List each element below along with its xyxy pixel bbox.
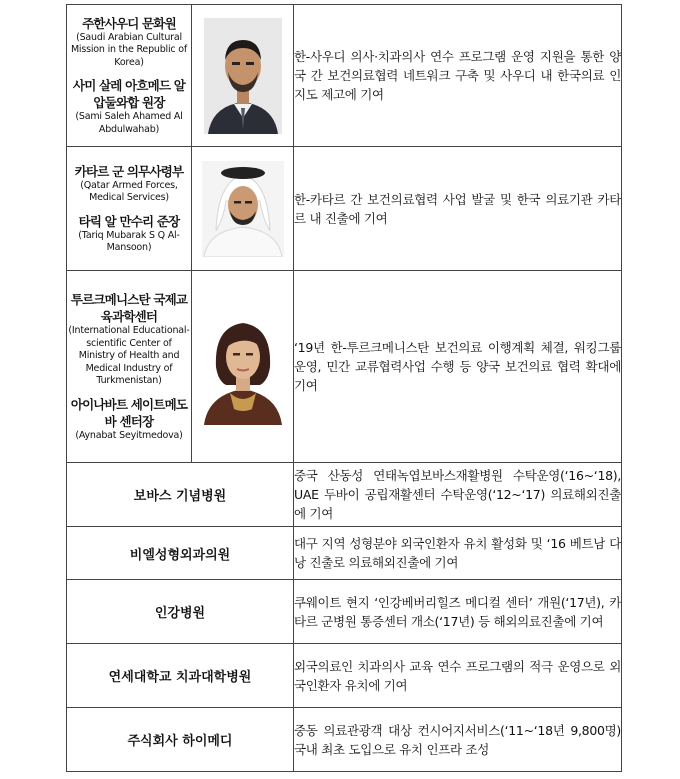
awardees-table (66, 4, 622, 772)
organization-name-en: (International Educational-scientific Center of Ministry of Health and Medical Industry of Turkmenistan) (68, 325, 190, 386)
portrait-woman-icon (200, 309, 286, 425)
person-name-ko: 사미 살레 아흐메드 알 압둘와합 원장 (72, 78, 186, 111)
table-row (67, 644, 622, 708)
organization-name-ko: 투르크메니스탄 국제교육과학센터 (70, 292, 188, 324)
contribution-description: 쿠웨이트 현지 ‘인강베버리힐즈 메디컬 센터’ 개원(‘17년), 카타르 군병원 통증센터 개소(‘17년) 등 해외의료진출에 기여 (294, 580, 622, 644)
contribution-description: 한-카타르 간 보건의료협력 사업 발굴 및 한국 의료기관 카타르 내 진출에 기여 (294, 147, 622, 271)
organization-name-ko: 카타르 군 의무사령부 (74, 163, 184, 179)
organization-name: 주식회사 하이메디 (67, 708, 294, 772)
table-row (67, 580, 622, 644)
portrait-man-suit-icon (204, 18, 282, 134)
person-name-en: (Tariq Mubarak S Q Al-Mansoon) (78, 229, 180, 253)
organization-name-en: (Saudi Arabian Cultural Mission in the Republic of Korea) (70, 31, 188, 68)
awardee-name-cell (67, 147, 192, 271)
photo-cell (192, 271, 294, 463)
contribution-description: 대구 지역 성형분야 외국인환자 유치 활성화 및 ‘16 베트남 다낭 진출로 의료해외진출에 기여 (294, 527, 622, 580)
person-name-en: (Aynabat Seyitmedova) (75, 429, 183, 441)
portrait-man-ghutra-icon (202, 161, 284, 257)
table-row (67, 708, 622, 772)
person-name-ko: 타릭 알 만수리 준장 (78, 213, 180, 229)
awardee-name-cell (67, 5, 192, 147)
table-row (67, 463, 622, 527)
photo-cell (192, 5, 294, 147)
organization-name-en: (Qatar Armed Forces, Medical Services) (80, 179, 178, 203)
organization-name: 비엘성형외과의원 (67, 527, 294, 580)
awardee-name-cell (67, 271, 192, 463)
organization-name: 인강병원 (67, 580, 294, 644)
contribution-description: 중국 산동성 연태녹엽보바스재활병원 수탁운영(‘16~‘18), UAE 두바이 공립재활센터 수탁운영(‘12~‘17) 의료해외진출에 기여 (294, 463, 622, 527)
table-row (67, 527, 622, 580)
person-name-ko: 아이나바트 세이트메도바 센터장 (70, 396, 188, 429)
organization-name: 연세대학교 치과대학병원 (67, 644, 294, 708)
contribution-description: 한-사우디 의사·치과의사 연수 프로그램 운영 지원을 통한 양국 간 보건의료협력 네트워크 구축 및 사우디 내 한국의료 인지도 제고에 기여 (294, 5, 622, 147)
table-row (67, 5, 622, 147)
organization-name: 보바스 기념병원 (67, 463, 294, 527)
table-row (67, 271, 622, 463)
contribution-description: ‘19년 한-투르크메니스탄 보건의료 이행계획 체결, 워킹그룹 운영, 민간 교류협력사업 수행 등 양국 보건의료 협력 확대에 기여 (294, 271, 622, 463)
organization-name-ko: 주한사우디 문화원 (82, 15, 176, 31)
person-name-en: (Sami Saleh Ahamed Al Abdulwahab) (75, 111, 183, 135)
contribution-description: 외국의료인 치과의사 교육 연수 프로그램의 적극 운영으로 외국인환자 유치에 기여 (294, 644, 622, 708)
photo-cell (192, 147, 294, 271)
contribution-description: 중동 의료관광객 대상 컨시어지서비스(‘11~‘18년 9,800명) 국내 최초 도입으로 유치 인프라 조성 (294, 708, 622, 772)
table-row (67, 147, 622, 271)
